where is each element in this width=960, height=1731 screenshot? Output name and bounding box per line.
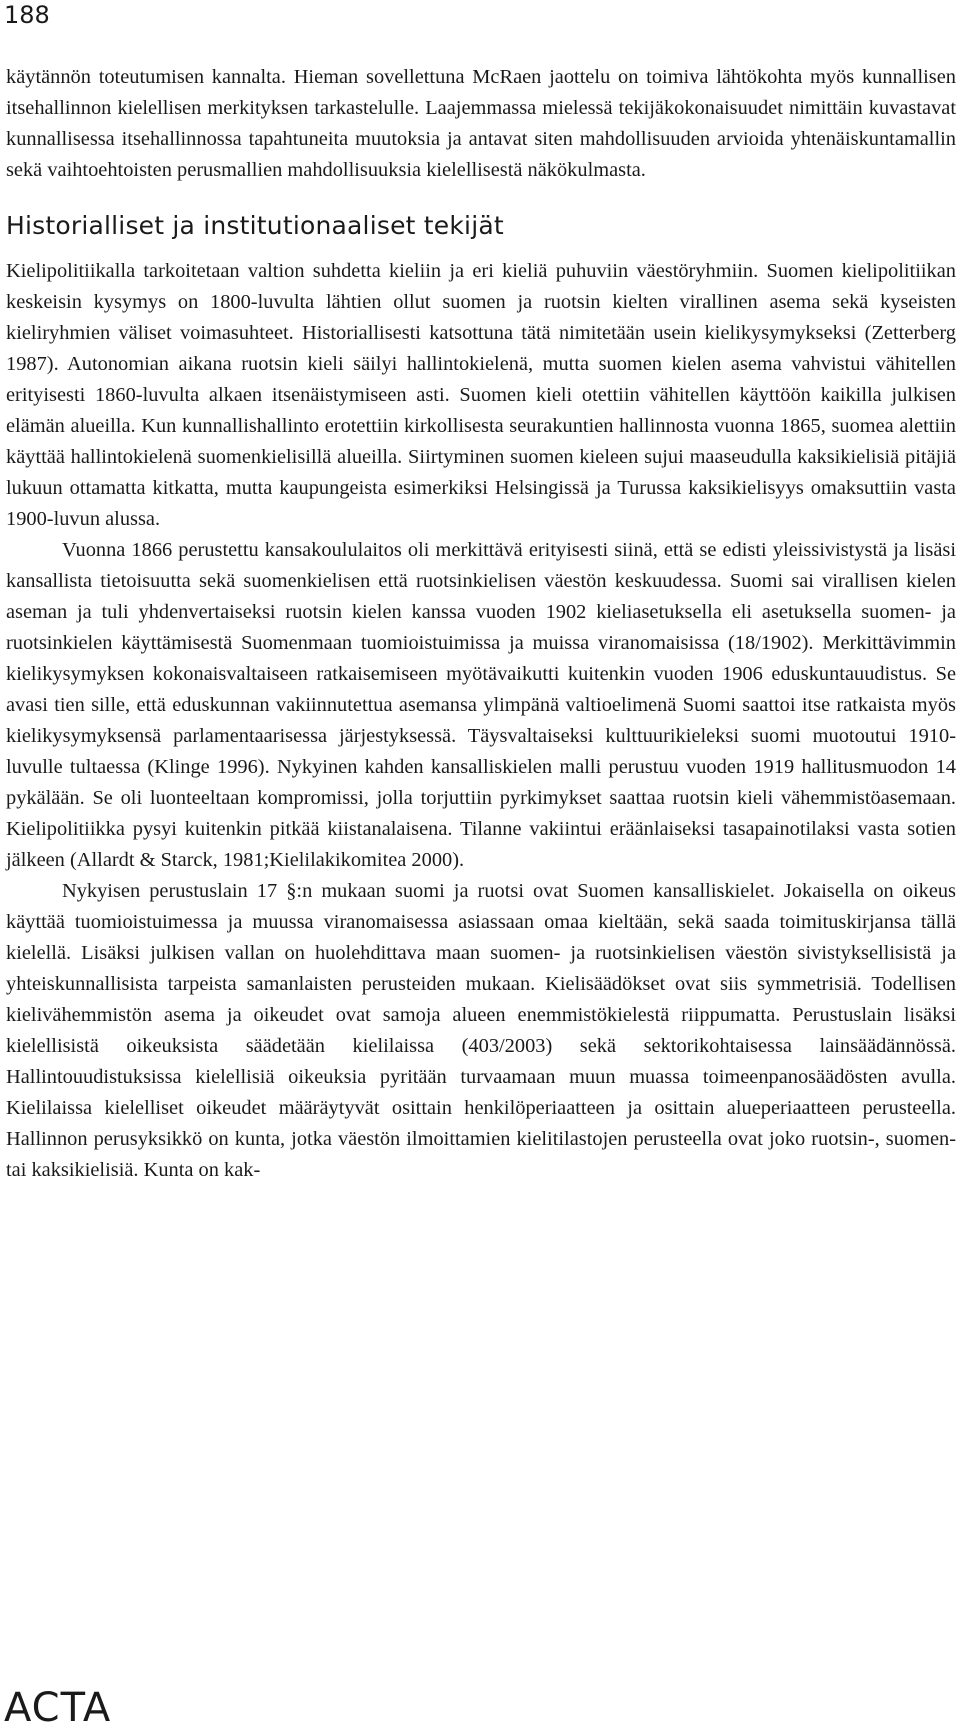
body-paragraph-1: Kielipolitiikalla tarkoitetaan valtion suhdetta kieliin ja eri kieliä puhuviin väestöryhmiin. Suomen kielipolitiikan keskeisin kysymys on 1800-luvulta lähtien ollut suomen ja ruotsin kielten virallinen asema sekä kyseisten kieliryhmien väliset voimasuhteet. Historiallisesti katsottuna tätä nimitetään usein kielikysymykseksi (Zetterberg 1987). Autonomian aikana ruotsin kieli säilyi hallintokielenä, mutta suomen kielen asema vahvistui vähitellen erityisesti 1860-luvulta alkaen itsenäistymiseen asti. Suomen kieli otettiin vähitellen käyttöön kaikilla julkisen elämän alueilla. Kun kunnallishallinto erotettiin kirkollisesta seurakuntien hallinnosta vuonna 1865, suomea alettiin käyttää hallintokielenä suomenkielisillä alueilla. Siirtyminen suomen kieleen sujui maaseudulla kaksikielisiä pitäjiä lukuun ottamatta kitkatta, mutta kaupungeista esimerkiksi Helsingissä ja Turussa kaksikielisyys omaksuttiin vasta 1900-luvun alussa. bbox=[6, 260, 956, 530]
page-number: 188 bbox=[4, 1, 50, 29]
section-heading: Historialliset ja institutionaaliset tekijät bbox=[6, 211, 504, 240]
page-body bbox=[6, 62, 956, 1186]
body-paragraph-2: Vuonna 1866 perustettu kansakoululaitos oli merkittävä erityisesti siinä, että se edisti yleissivistystä ja lisäsi kansallista tietoisuutta sekä suomenkielisen että ruotsinkielisen väestön keskuudessa. Suomi sai virallisen kielen aseman ja tuli yhdenvertaiseksi ruotsin kielen kanssa vuoden 1902 kieliasetuksella eli asetuksella suomen- ja ruotsinkielen käyttämisestä Suomenmaan tuomioistuimissa ja muissa viranomaisissa (18/1902). Merkittävimmin kielikysymyksen kokonaisvaltaiseen ratkaisemiseen myötävaikutti kuitenkin vuoden 1906 eduskuntauudistus. Se avasi tien sille, että eduskunnan vakiinnutettua asemansa ylimpänä valtioelimenä Suomi saattoi itse ratkaista myös kielikysymyksensä parlamentaarisessa järjestyksessä. Täysvaltaiseksi kulttuurikieleksi suomi muotoutui 1910-luvulle tultaessa (Klinge 1996). Nykyinen kahden kansalliskielen malli perustuu vuoden 1919 hallitusmuodon 14 pykälään. Se oli luonteeltaan kompromissi, jolla torjuttiin pyrkimykset saattaa ruotsin kieli vähemmistöasemaan. Kielipolitiikka pysyi kuitenkin pitkää kiistanalaisena. Tilanne vakiintui eräänlaiseksi tasapainotilaksi vasta sotien jälkeen (Allardt & Starck, 1981;Kielilakikomitea 2000). bbox=[6, 539, 956, 871]
body-paragraph-3: Nykyisen perustuslain 17 §:n mukaan suomi ja ruotsi ovat Suomen kansalliskielet. Jokaisella on oikeus käyttää tuomioistuimessa ja muussa viranomaisessa asiassaan omaa kieltään, sekä saada toimituskirjansa tällä kielellä. Lisäksi julkisen vallan on huolehdittava maan suomen- ja ruotsinkielisen väestön sivistyksellisistä ja yhteiskunnallisista tarpeista samanlaisten perusteiden mukaan. Kielisäädökset ovat siis symmetrisiä. Todellisen kielivähemmistön asema ja oikeudet ovat samoja alueen enemmistökielestä riippumatta. Perustuslain lisäksi kielellisistä oikeuksista säädetään kielilaissa (403/2003) sekä sektorikohtaisessa lainsäädännössä. Hallintouudistuksissa kielellisiä oikeuksia pyritään turvaamaan muun muassa toimeenpanosäädösten avulla. Kielilaissa kielelliset oikeudet määräytyvät osittain henkilöperiaatteen ja osittain alueperiaatteen perusteella. Hallinnon perusyksikkö on kunta, jotka väestön ilmoittamien kielitilastojen perusteella ovat joko ruotsin-, suomen- tai kaksikielisiä. Kunta on kak- bbox=[6, 880, 956, 1181]
publication-series-mark: ACTA bbox=[4, 1685, 112, 1731]
intro-paragraph: käytännön toteutumisen kannalta. Hieman sovellettuna McRaen jaottelu on toimiva lähtökohta myös kunnallisen itsehallinnon kielellisen merkityksen tarkastelulle. Laajemmassa mielessä tekijäkokonaisuudet nimittäin kuvastavat kunnallisessa itsehallinnossa tapahtuneita muutoksia ja antavat siten mahdollisuuden arvioida yhtenäiskuntamallin sekä vaihtoehtoisten perusmallien mahdollisuuksia kielellisestä näkökulmasta. bbox=[6, 66, 956, 181]
